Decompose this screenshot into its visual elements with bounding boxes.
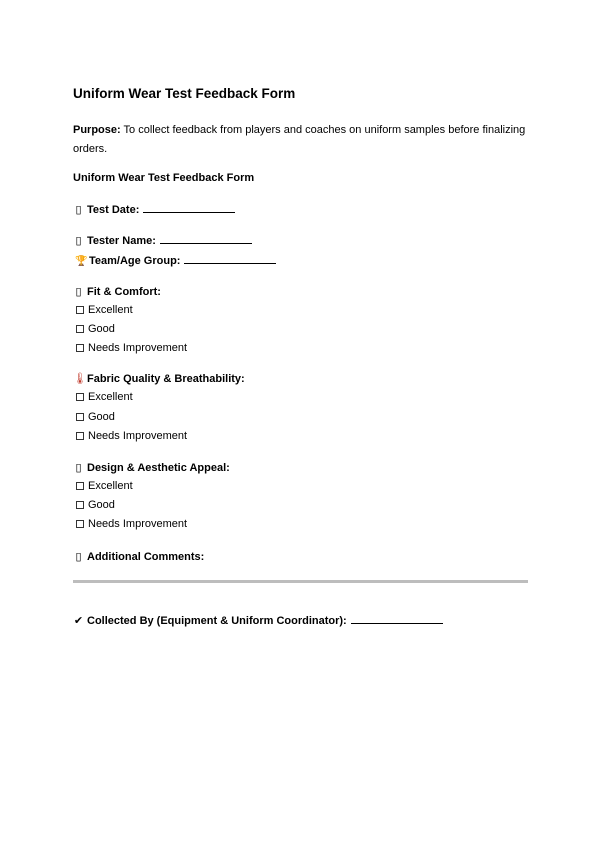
fit-option-excellent[interactable] (76, 304, 133, 316)
palette-icon: ▯ (75, 462, 82, 474)
checkbox[interactable] (76, 501, 84, 509)
purpose-text: To collect feedback from players and coaches on uniform samples before finalizing orders. (73, 124, 526, 155)
checkbox[interactable] (76, 482, 84, 490)
thermometer-icon: 🌡 (73, 373, 87, 385)
design-option-good[interactable] (76, 499, 115, 511)
trophy-icon: 🏆 (75, 256, 88, 267)
option-label: Needs Improvement (88, 518, 188, 530)
checkbox[interactable] (76, 520, 84, 528)
option-label: Good (88, 323, 115, 335)
shirt-icon: ▯ (75, 286, 82, 298)
team-group-blank[interactable] (184, 254, 276, 264)
tester-name-label: Tester Name: (87, 235, 156, 247)
checkbox[interactable] (76, 306, 84, 314)
fabric-option-excellent[interactable] (76, 391, 133, 403)
collected-by-field (73, 614, 443, 627)
collected-by-label: Collected By (Equipment & Uniform Coordinator): (87, 615, 347, 627)
fabric-option-good[interactable] (76, 411, 115, 423)
calendar-icon: ▯ (75, 204, 82, 216)
option-label: Needs Improvement (88, 342, 188, 354)
fit-comfort-heading (73, 285, 161, 298)
fit-option-needs-improvement[interactable] (76, 342, 187, 354)
tester-name-field (73, 234, 252, 247)
comments-divider (73, 580, 528, 583)
page-title: Uniform Wear Test Feedback Form (73, 86, 296, 101)
section-title: Design & Aesthetic Appeal: (87, 462, 230, 474)
option-label: Excellent (88, 391, 133, 403)
design-appeal-heading (73, 461, 230, 474)
additional-comments-heading (73, 550, 204, 563)
test-date-field (73, 203, 235, 216)
person-icon: ▯ (75, 235, 82, 247)
option-label: Excellent (88, 304, 133, 316)
checkbox[interactable] (76, 393, 84, 401)
team-group-field (75, 254, 276, 267)
check-icon: ✔ (73, 615, 84, 627)
section-title: Fabric Quality & Breathability: (87, 373, 245, 385)
checkbox[interactable] (76, 344, 84, 352)
option-label: Needs Improvement (88, 430, 188, 442)
test-date-label: Test Date: (87, 204, 140, 216)
option-label: Good (88, 499, 115, 511)
tester-name-blank[interactable] (160, 234, 252, 244)
design-option-needs-improvement[interactable] (76, 518, 187, 530)
option-label: Excellent (88, 480, 133, 492)
collected-by-blank[interactable] (351, 614, 443, 624)
design-option-excellent[interactable] (76, 480, 133, 492)
fabric-option-needs-improvement[interactable] (76, 430, 187, 442)
fabric-quality-heading (73, 372, 245, 385)
purpose-label: Purpose: (73, 124, 121, 136)
form-subtitle: Uniform Wear Test Feedback Form (73, 172, 255, 184)
checkbox[interactable] (76, 413, 84, 421)
test-date-blank[interactable] (143, 203, 235, 213)
comment-icon: ▯ (75, 551, 82, 563)
section-title: Fit & Comfort: (87, 286, 161, 298)
fit-option-good[interactable] (76, 323, 115, 335)
purpose-paragraph (73, 121, 528, 159)
team-group-label: Team/Age Group: (89, 255, 181, 267)
checkbox[interactable] (76, 432, 84, 440)
checkbox[interactable] (76, 325, 84, 333)
option-label: Good (88, 411, 115, 423)
comments-label: Additional Comments: (87, 551, 205, 563)
